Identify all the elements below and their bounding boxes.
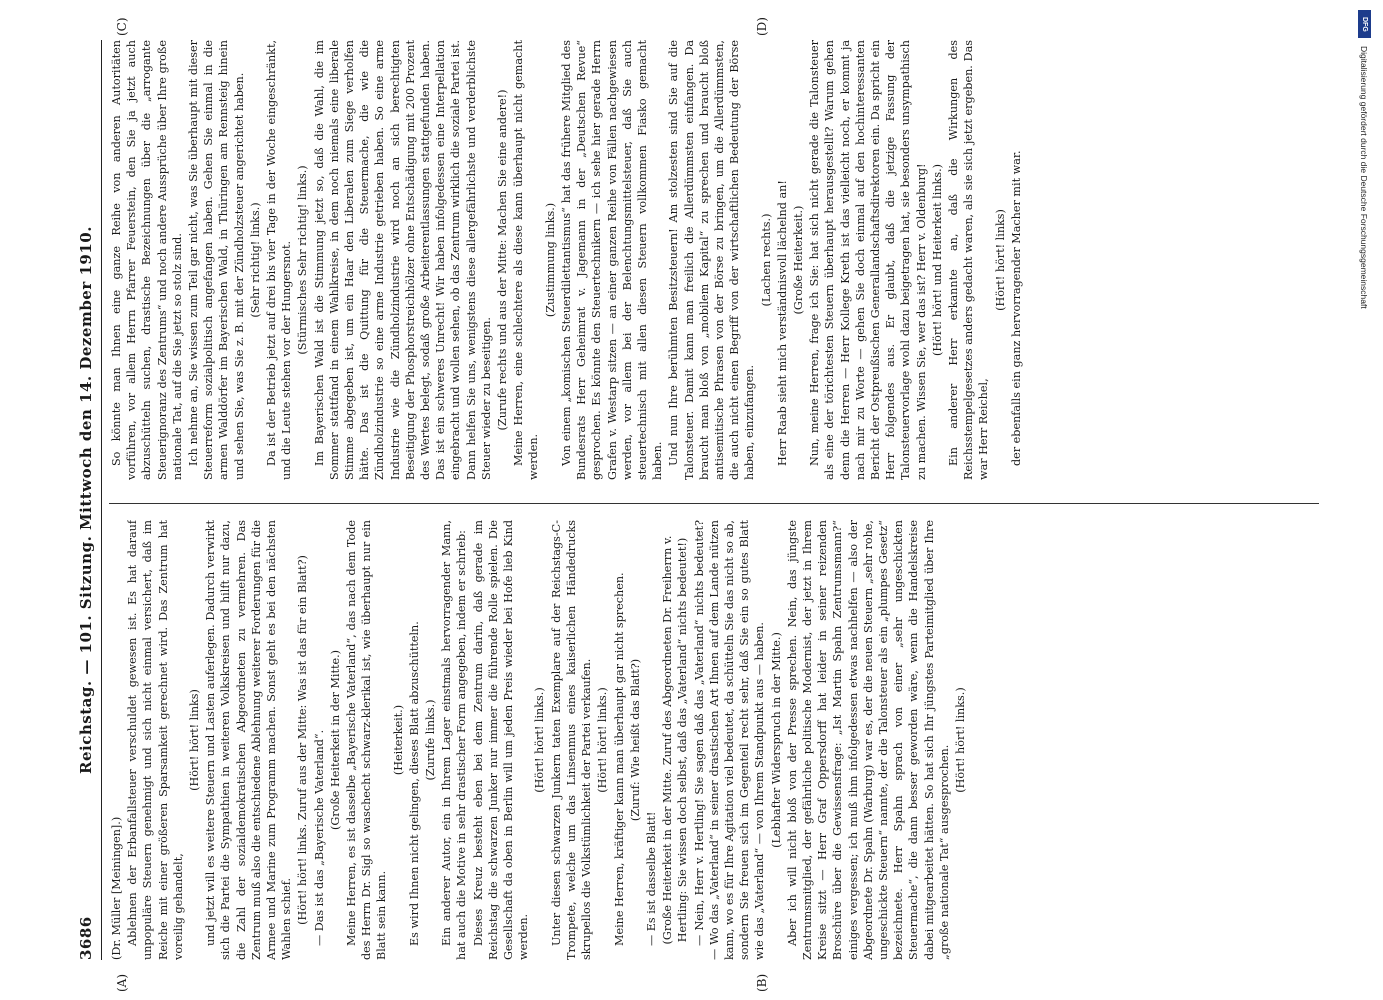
paragraph: Es wird Ihnen nicht gelingen, dieses Blatt abzuschütteln. bbox=[407, 621, 421, 946]
interjection: (Sehr richtig! links.) bbox=[248, 202, 262, 318]
interjection: (Zustimmung links.) bbox=[543, 202, 557, 318]
paragraph: Ich nehme an, Sie wissen zum Teil gar nicht, was Sie überhaupt mit dieser Steuerreform sozialpolitisch angefangen haben. Gehen Sie einmal in die armen Walddörfer im Bayerischen Wald, in Thüringen am Rennsteig hinein und sehen Sie, was Sie z. B. mit der Zündholzsteuer angerichtet haben. bbox=[187, 40, 246, 480]
speaker-note: (Dr. Müller [Meiningen].) bbox=[110, 816, 123, 960]
right-paragraphs bbox=[109, 40, 1024, 480]
text-column-left bbox=[109, 520, 1319, 960]
interjection: (Hört! hört! links.) bbox=[953, 687, 967, 793]
paragraph: Da ist der Betrieb jetzt auf drei bis vier Tage in der Woche eingeschränkt, und die Leute stehen vor der Hungersnot. bbox=[265, 40, 294, 480]
paragraph: Dieses Kreuz besteht eben bei dem Zentrum darin, daß gerade im Reichstag die schwarzen Junker nur immer die führende Rolle spielen. Die Gesellschaft da oben in Berlin will um jeden Preis wieder bei Hofe lieb Kind werden. bbox=[471, 520, 531, 960]
interjection: (Zuruf: Wie heißt das Blatt?) bbox=[628, 658, 642, 822]
page-title: Reichstag. — 101. Sitzung. Mittwoch den 14. Dezember 1910. bbox=[77, 226, 95, 774]
interjection: (Große Heiterkeit in der Mitte. Zuruf des Abgeordneten Dr. Freiherrn v. Hertling: Sie wissen doch selbst, daß das „Vaterland“ nichts bedeutet!) bbox=[661, 535, 690, 945]
dfg-logo: DFG bbox=[1358, 10, 1371, 38]
running-head bbox=[73, 40, 102, 960]
interjection: (Heiterkeit.) bbox=[391, 704, 405, 776]
paragraph: Unter diesen schwarzen Junkern taten Exemplare auf der Reichstags-C-Trompete, welche um das Linsenmus eines kaiserlichen Händedrucks skrupellos die Volkstümlichkeit der Partei verkaufen. bbox=[549, 520, 594, 960]
paragraph: — Das ist das „Bayerische Vaterland“. bbox=[312, 729, 326, 946]
paragraph: der ebenfalls ein ganz hervorragender Macher mit war. bbox=[1009, 150, 1023, 466]
interjection: (Hört! hört! links) bbox=[993, 209, 1007, 311]
paragraph: Herr Raab sieht mich verständnisvoll lächelnd an! bbox=[775, 180, 789, 466]
digitization-note: Digitalisierung gefördert durch die Deutsche Forschungsgemeinschaft bbox=[1359, 46, 1369, 309]
interjection: (Hört! hört! und Heiterkeit links.) bbox=[930, 164, 944, 356]
interjection: (Große Heiterkeit in der Mitte.) bbox=[328, 649, 342, 831]
paragraph: Ein anderer Autor, ein in Ihrem Lager einstmals hervorragender Mann, hat auch die Motive in sehr drastischer Form angegeben, indem er schrieb: bbox=[440, 520, 469, 960]
paragraph: Meine Herren, eine schlechtere als diese kann überhaupt nicht gemacht werden. bbox=[512, 40, 541, 480]
paragraph: Ablehnen der Erbanfallsteuer verschuldet gewesen ist. Es hat darauf unpopuläre Steuern genehmigt und sich nicht einmal versichert, daß im Reiche mit einer größeren Sparsamkeit gerechnet wird. Das Zentrum hat voreilig gehandelt, bbox=[126, 520, 185, 960]
paragraph: So könnte man Ihnen eine ganze Reihe von anderen Autoritäten vorführen, vor allem Herrn Pfarrer Feuerstein, den Sie ja jetzt auch abzuschütteln suchen, drastische Bezeichnungen über die „arrogante Steuerignoranz des Zentrums“ und noch andere Aussprüche über Ihre große nationale Tat, auf die Sie jetzt so stolz sind. bbox=[110, 40, 184, 480]
margin-mark-d: (D) bbox=[755, 17, 769, 36]
interjection: (Zurufe links.) bbox=[424, 699, 438, 781]
text-column-right bbox=[109, 40, 1319, 480]
interjection: (Hört! hört! links.) bbox=[533, 687, 547, 793]
left-paragraphs bbox=[125, 520, 968, 960]
interjection: (Hört! hört! links.) bbox=[596, 687, 610, 793]
paragraph: Und nun Ihre berühmten Besitzsteuern! Am stolzesten sind Sie auf die Talonsteuer. Damit kann man freilich die Allerdümmsten einfangen. Da braucht man bloß von „mobilem Kapital“ zu sprechen und braucht bloß antisemitische Phrasen von der Börse zu bringen, um die Allerdümmsten, die auch nicht einen Begriff von der wirtschaftlichen Bedeutung der Börse haben, einzufangen. bbox=[667, 40, 757, 480]
paragraph: Meine Herren, es ist dasselbe „Bayerische Vaterland“, das nach dem Tode des Herrn Dr. Sigl so waschecht schwarz-klerikal ist, wie überhaupt nur ein Blatt sein kann. bbox=[345, 520, 389, 960]
paragraph: Im Bayerischen Wald ist die Stimmung jetzt so, daß die Wahl, die im Sommer stattfand in einem Wahlkreise, in dem noch niemals eine liberale Stimme abgegeben ist, um ein Haar den Liberalen zum Siege verholfen hätte. Das ist die Quittung für die Steuermache, die wie die Zündholzindustrie so eine arme Industrie getrieben haben. So eine arme Industrie wie die Zündholzindustrie wird noch an sich berechtigten Beseitigung der Phosphorstreichhölzer ohne Entschädigung mit 200 Prozent des Wertes belegt, sodaß große Arbeiterentlassungen stattgefunden haben. Das ist ein schweres Unrecht! Wir haben infolgedessen eine Interpellation eingebracht und wollen sehen, ob das Zentrum wirklich die soziale Partei ist. Dann helfen Sie uns, wenigstens diese allergefährlichste und verderblichste Steuer wieder zu beseitigen. bbox=[312, 40, 493, 480]
paragraph: — Es ist dasselbe Blatt! bbox=[644, 811, 658, 946]
margin-mark-c: (C) bbox=[115, 17, 129, 36]
paragraph: Aber ich will nicht bloß von der Presse sprechen. Nein, das jüngste Zentrumsmitglied, der gefährliche politische Modernist, der jetzt in Ihrem Kreise sitzt — Herr Graf Oppersdorff hat leider in seiner reizenden Broschüre über die Gewissensfrage: „Ist Martin Spahn Zentrumsmann?“ einiges vergessen; ich muß ihm infolgedessen etwas nachhelfen — also der Abgeordnete Dr. Spahn (Warburg) war es, der die neuen Steuern „sehr rohe, ungeschickte Steuern“ nannte, der die Talonsteuer als ein „plumpes Gesetz“ bezeichnete. Herr Spahn sprach von einer „sehr ungeschickten Steuermache“, die dann besser geworden wäre, wenn die Handelskreise dabei mitgearbeitet hätten. So hat sich Ihr jüngstes Parteimitglied über Ihre „große nationale Tat“ ausgesprochen. bbox=[785, 520, 951, 960]
interjection: (Stürmisches Sehr richtig! links.) bbox=[296, 165, 310, 355]
rotated-document-page bbox=[55, 0, 1345, 1000]
paragraph: und jetzt will es weitere Steuern und Lasten auferlegen. Dadurch verwirkt sich die Partei die Sympathien in weiteren Volkskreisen und hilft nur dazu, die Zahl der sozialdemokratischen Abgeordneten zu vermehren. Das Zentrum muß also die entschiedene Ablehnung weiterer Forderungen für die Armee und Marine zum Programm machen. Sonst geht es bei den nächsten Wahlen schief. bbox=[204, 520, 294, 960]
margin-mark-b: (B) bbox=[755, 973, 769, 992]
paragraph: Nun, meine Herren, frage ich Sie: hat sich nicht gerade die Talonsteuer als eine der törichtesten Steuern überhaupt herausgestellt? Warum gehen denn die Herren — Herr Kollege Kreth ist das vielleicht noch, er kommt ja nach mir zu Worte — gehen Sie doch einmal auf den hochinteressanten Bericht der Ostpreußischen Generallandschaftsdirektoren ein. Da spricht ein Herr folgendes aus. Er glaubt, daß die jetzige Fassung der Talonsteuervorlage wohl dazu beigetragen hat, sie besonders unsympathisch zu machen. Wissen Sie, wer das ist? Herr v. Oldenburg! bbox=[808, 40, 928, 480]
paragraph: Meine Herren, kräftiger kann man überhaupt gar nicht sprechen. bbox=[612, 572, 626, 946]
interjection: (Zurufe rechts und aus der Mitte: Machen Sie eine andere!) bbox=[496, 89, 510, 431]
interjection: (Lachen rechts.) bbox=[759, 213, 773, 307]
interjection: (Große Heiterkeit.) bbox=[791, 205, 805, 315]
interjection: (Lebhafter Widerspruch in der Mitte.) bbox=[769, 632, 783, 848]
paragraph: Von einem „komischen Steuerdilettantismus“ hat das frühere Mitglied des Bundesrats Herr Geheimrat v. Jagemann in der „Deutschen Revue“ gesprochen. Es könnte den Steuertechnikern — ich sehe hier gerade Herrn Grafen v. Westarp sitzen — an einer ganzen Reihe von Fällen nachgewiesen werden, vor allem bei der Belenchtungsmittelsteuer, daß Sie auch steuertechnisch mit allen diesen Steuern vollkommen Fiasko gemacht haben. bbox=[559, 40, 665, 480]
paragraph: — Nein, Herr v. Hertling! Sie sagen daß das „Vaterland“ nichts bedeutet? — Wo das „Vaterland“ in seiner drastischen Art Ihnen auf dem Lande nützen kann, wo es für Ihre Agitation viel bedeutet, da schütteln Sie das nicht so ab, sondern Sie freuen sich im Gegenteil recht sehr, daß Sie ein so gutes Blatt wie das „Vaterland“ — von Ihrem Standpunkt aus — haben. bbox=[692, 520, 767, 960]
interjection: (Hört! hört! links. Zuruf aus der Mitte: Was ist das für ein Blatt?) bbox=[296, 555, 310, 925]
paragraph: Ein anderer Herr erkannte an, daß die Wirkungen des Reichsstempelgesetzes anders gedacht waren, als sie sich jetzt ergeben. Das war Herr Reichel, bbox=[946, 40, 991, 480]
margin-mark-a: (A) bbox=[115, 973, 129, 992]
page-number: 3686 bbox=[77, 916, 95, 960]
interjection: (Hört! hört! links) bbox=[188, 689, 202, 791]
column-divider bbox=[109, 503, 1319, 504]
